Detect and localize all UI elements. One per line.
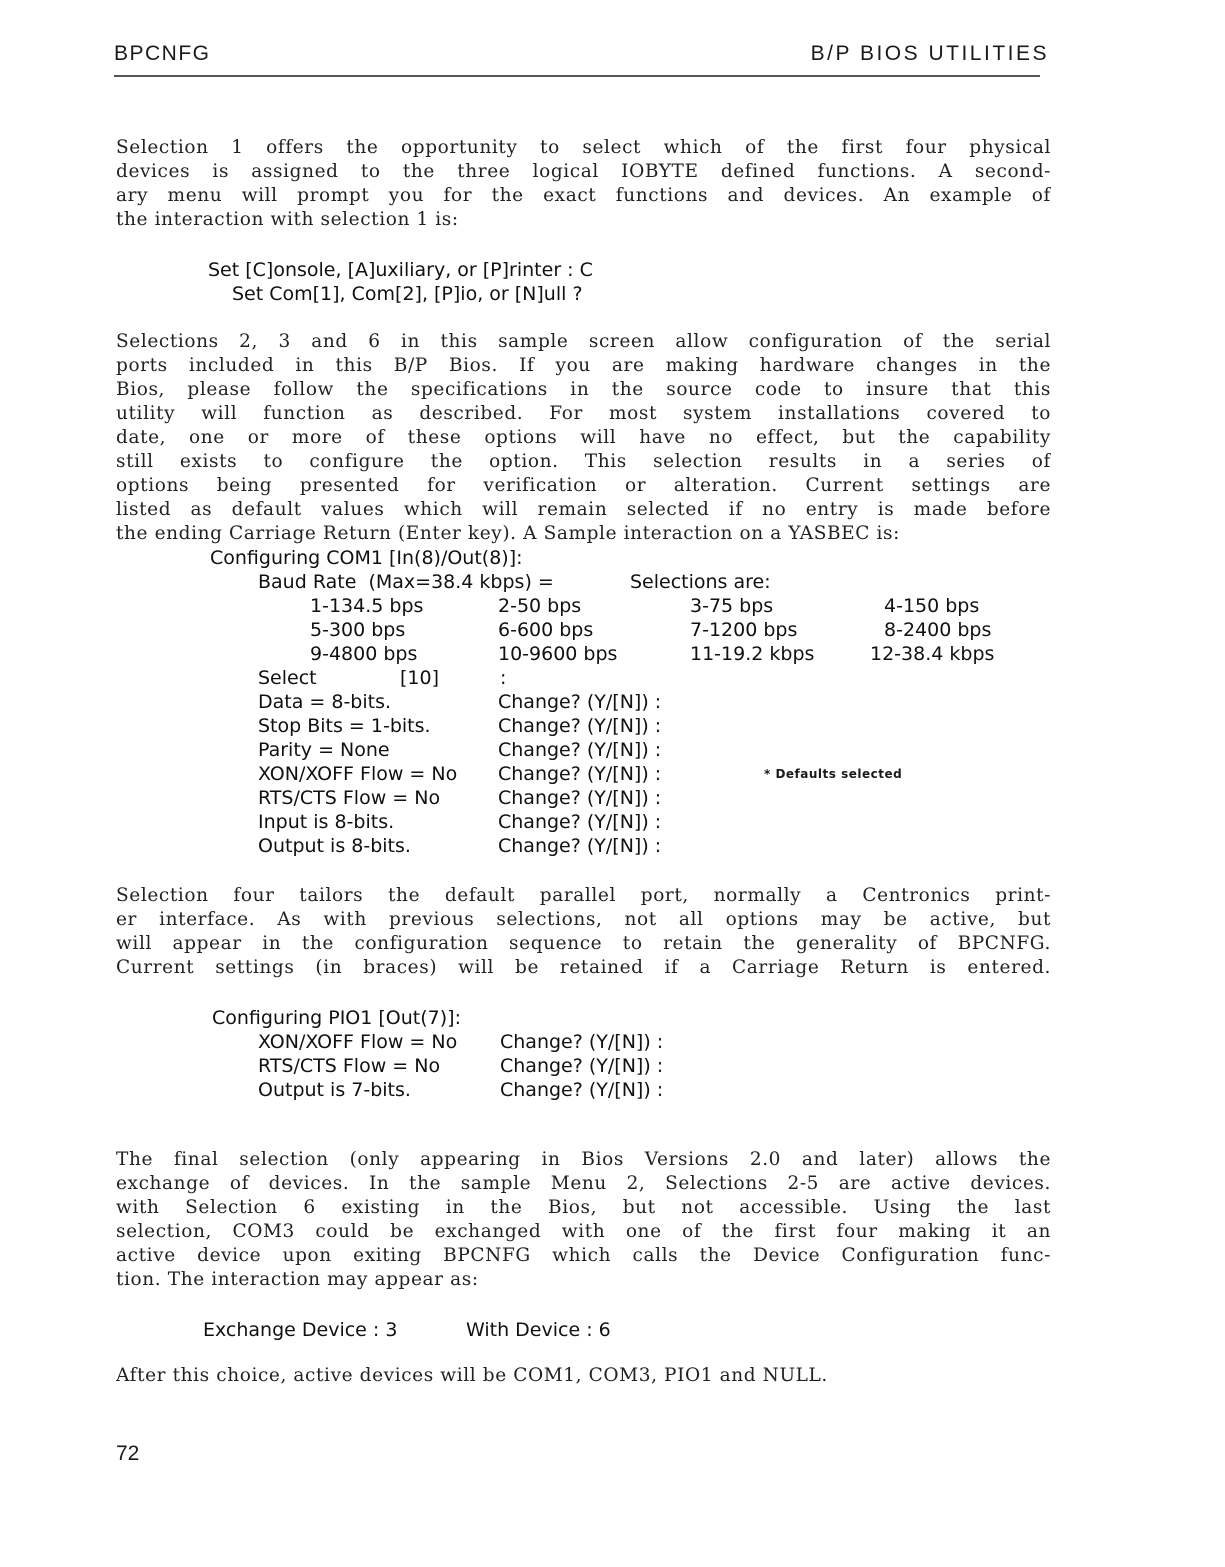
text-line: date, one or more of these options will have no effect, but the capability [116, 427, 1051, 448]
com1-option-prompt: Change? (Y/[N]) : [498, 763, 662, 785]
com1-config-title: Configuring COM1 [In(8)/Out(8)]: [210, 547, 523, 569]
header-right: B/P BIOS UTILITIES [810, 42, 1049, 65]
text-line: Current settings (in braces) will be retained if a Carriage Return is entered. [116, 957, 1051, 978]
text-line: Bios, please follow the specifications in the source code to insure that this [116, 379, 1051, 400]
com1-option-prompt: Change? (Y/[N]) : [498, 691, 662, 713]
baud-option: 1-134.5 bps [310, 595, 424, 617]
exchange-device-prompt: Exchange Device : 3 [203, 1319, 398, 1341]
text-line: er interface. As with previous selections, not all options may be active, but [116, 909, 1051, 930]
pio1-option-label: XON/XOFF Flow = No [258, 1031, 458, 1053]
baud-rate-table [0, 594, 1225, 666]
text-line: active device upon exiting BPCNFG which calls the Device Configuration func- [116, 1245, 1051, 1266]
text-line: ports included in this B/P Bios. If you are making hardware changes in the [116, 355, 1051, 376]
example-com-line: Set Com[1], Com[2], [P]io, or [N]ull ? [232, 283, 583, 305]
text-line: the ending Carriage Return (Enter key). A Sample interaction on a YASBEC is: [116, 523, 900, 544]
com1-option-prompt: Change? (Y/[N]) : [498, 739, 662, 761]
baud-option: 12-38.4 kbps [870, 643, 995, 665]
com1-option-label: Parity = None [258, 739, 390, 761]
baud-option: 9-4800 bps [310, 643, 418, 665]
baud-option: 6-600 bps [498, 619, 594, 641]
com1-option-label: Input is 8-bits. [258, 811, 395, 833]
header-left: BPCNFG [114, 42, 211, 65]
pio1-option-label: RTS/CTS Flow = No [258, 1055, 441, 1077]
baud-option: 2-50 bps [498, 595, 582, 617]
com1-option-label: XON/XOFF Flow = No [258, 763, 458, 785]
text-line: the interaction with selection 1 is: [116, 209, 459, 230]
select-colon: : [500, 667, 507, 689]
com1-option-prompt: Change? (Y/[N]) : [498, 787, 662, 809]
selections-label: Selections are: [630, 571, 771, 593]
com1-option-label: Output is 8-bits. [258, 835, 411, 857]
text-line: Selection four tailors the default parallel port, normally a Centronics print- [116, 885, 1051, 906]
text-line: ary menu will prompt you for the exact functions and devices. An example of [116, 185, 1051, 206]
page-number: 72 [116, 1442, 140, 1465]
text-line: with Selection 6 existing in the Bios, but not accessible. Using the last [116, 1197, 1051, 1218]
text-line: After this choice, active devices will be COM1, COM3, PIO1 and NULL. [116, 1365, 828, 1386]
com1-option-prompt: Change? (Y/[N]) : [498, 811, 662, 833]
com1-option-prompt: Change? (Y/[N]) : [498, 715, 662, 737]
text-line: Selection 1 offers the opportunity to select which of the first four physical [116, 137, 1051, 158]
baud-option: 5-300 bps [310, 619, 406, 641]
text-line: The final selection (only appearing in Bios Versions 2.0 and later) allows the [116, 1149, 1051, 1170]
baud-option: 11-19.2 kbps [690, 643, 815, 665]
example-console-line: Set [C]onsole, [A]uxiliary, or [P]rinter : C [208, 259, 593, 281]
baud-option: 8-2400 bps [884, 619, 992, 641]
text-line: Selections 2, 3 and 6 in this sample screen allow configuration of the serial [116, 331, 1051, 352]
baud-rate-label: Baud Rate (Max=38.4 kbps) = [258, 571, 554, 593]
select-label: Select [258, 667, 317, 689]
text-line: exchange of devices. In the sample Menu 2, Selections 2-5 are active devices. [116, 1173, 1051, 1194]
select-value: [10] [400, 667, 440, 689]
pio1-option-prompt: Change? (Y/[N]) : [500, 1079, 664, 1101]
paragraph-selection-1 [116, 136, 1051, 232]
com1-option-label: RTS/CTS Flow = No [258, 787, 441, 809]
com1-option-label: Data = 8-bits. [258, 691, 392, 713]
text-line: selection, COM3 could be exchanged with one of the first four making it an [116, 1221, 1051, 1242]
header-rule [114, 75, 1040, 77]
text-line: options being presented for verification or alteration. Current settings are [116, 475, 1051, 496]
pio1-option-prompt: Change? (Y/[N]) : [500, 1031, 664, 1053]
with-device-prompt: With Device : 6 [466, 1319, 611, 1341]
pio1-option-prompt: Change? (Y/[N]) : [500, 1055, 664, 1077]
text-line: tion. The interaction may appear as: [116, 1269, 479, 1290]
text-line: devices is assigned to the three logical IOBYTE defined functions. A second- [116, 161, 1051, 182]
pio1-option-label: Output is 7-bits. [258, 1079, 411, 1101]
com1-option-prompt: Change? (Y/[N]) : [498, 835, 662, 857]
baud-option: 4-150 bps [884, 595, 980, 617]
text-line: will appear in the configuration sequence to retain the generality of BPCNFG. [116, 933, 1051, 954]
paragraph-exchange-devices [116, 1148, 1051, 1292]
baud-option: 10-9600 bps [498, 643, 618, 665]
paragraph-after-choice [116, 1364, 936, 1388]
paragraph-serial-ports [116, 330, 1051, 546]
com1-option-label: Stop Bits = 1-bits. [258, 715, 431, 737]
text-line: still exists to configure the option. This selection results in a series of [116, 451, 1051, 472]
paragraph-parallel-port [116, 884, 1051, 980]
defaults-selected-note: * Defaults selected [764, 767, 903, 781]
text-line: listed as default values which will remain selected if no entry is made before [116, 499, 1051, 520]
pio1-config-title: Configuring PIO1 [Out(7)]: [212, 1007, 461, 1029]
baud-option: 3-75 bps [690, 595, 774, 617]
text-line: utility will function as described. For most system installations covered to [116, 403, 1051, 424]
baud-option: 7-1200 bps [690, 619, 798, 641]
